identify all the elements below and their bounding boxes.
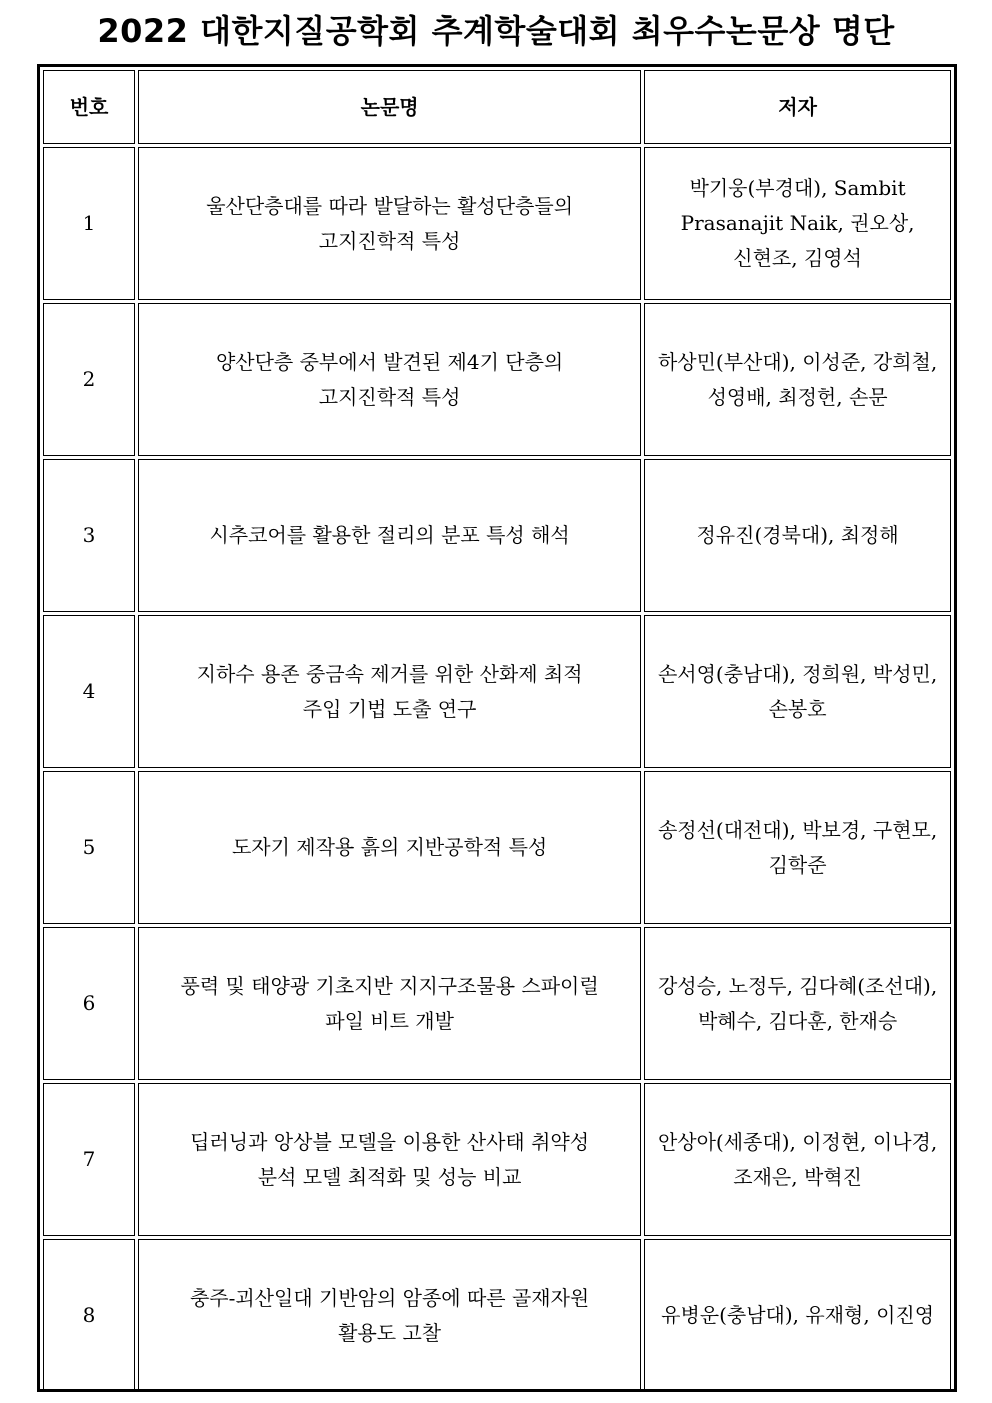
- header-number: 번호: [43, 70, 135, 144]
- row-number: 6: [43, 927, 135, 1080]
- paper-title-line: 풍력 및 태양광 기초지반 지지구조물용 스파이럴: [180, 973, 599, 998]
- header-authors: 저자: [644, 70, 951, 144]
- authors-line: 손서영(충남대), 정희원, 박성민,: [657, 661, 938, 686]
- table-row: [43, 927, 951, 1080]
- authors-cell: [644, 615, 951, 768]
- authors-line: 박혜수, 김다훈, 한재승: [697, 1008, 898, 1033]
- authors-line: 김학준: [768, 852, 827, 877]
- table-header-row: [43, 70, 951, 144]
- authors-line: Prasanajit Naik, 권오상,: [680, 211, 915, 235]
- authors-cell: [644, 927, 951, 1080]
- paper-title-line: 울산단층대를 따라 발달하는 활성단층들의: [206, 193, 574, 218]
- paper-title-line: 도자기 제작용 흙의 지반공학적 특성: [231, 835, 548, 859]
- page-title: 2022 대한지질공학회 추계학술대회 최우수논문상 명단: [97, 12, 895, 50]
- paper-title-line: 지하수 용존 중금속 제거를 위한 산화제 최적: [196, 661, 583, 686]
- authors-cell: [644, 771, 951, 924]
- authors-line: 신현조, 김영석: [733, 246, 862, 270]
- table-row: [43, 771, 951, 924]
- row-number: 5: [43, 771, 135, 924]
- row-number: 7: [43, 1083, 135, 1236]
- awards-table-frame: [37, 64, 957, 1392]
- paper-title-line: 활용도 고찰: [338, 1320, 442, 1345]
- paper-title-line: 분석 모델 최적화 및 성능 비교: [257, 1164, 522, 1189]
- table-row: [43, 459, 951, 612]
- paper-title-cell: [138, 771, 641, 924]
- paper-title-cell: [138, 303, 641, 456]
- authors-line: 강성승, 노정두, 김다혜(조선대),: [657, 973, 938, 998]
- table-row: [43, 1083, 951, 1236]
- paper-title-line: 양산단층 중부에서 발견된 제4기 단층의: [215, 349, 564, 374]
- row-number: 3: [43, 459, 135, 612]
- table-body: [43, 147, 951, 1392]
- paper-title-cell: [138, 1239, 641, 1392]
- authors-cell: [644, 1239, 951, 1392]
- paper-title-line: 충주-괴산일대 기반암의 암종에 따른 골재자원: [189, 1285, 590, 1310]
- paper-title-line: 딥러닝과 앙상블 모델을 이용한 산사태 취약성: [190, 1129, 590, 1154]
- authors-cell: [644, 303, 951, 456]
- row-number: 8: [43, 1239, 135, 1392]
- paper-title-cell: [138, 1083, 641, 1236]
- authors-line: 안상아(세종대), 이정현, 이나경,: [657, 1129, 938, 1154]
- authors-line: 박기웅(부경대), Sambit: [689, 176, 906, 200]
- authors-cell: [644, 1083, 951, 1236]
- paper-title-line: 시추코어를 활용한 절리의 분포 특성 해석: [209, 523, 570, 547]
- authors-line: 정유진(경북대), 최정해: [696, 523, 899, 547]
- paper-title-cell: [138, 147, 641, 300]
- paper-title-cell: [138, 459, 641, 612]
- authors-line: 조재은, 박혁진: [733, 1164, 862, 1189]
- paper-title-line: 파일 비트 개발: [325, 1008, 454, 1033]
- row-number: 1: [43, 147, 135, 300]
- table-row: [43, 615, 951, 768]
- authors-line: 손봉호: [768, 696, 827, 721]
- table-row: [43, 1239, 951, 1392]
- paper-title-cell: [138, 927, 641, 1080]
- table-row: [43, 147, 951, 300]
- awards-table: [40, 67, 954, 1395]
- header-paper-title: 논문명: [138, 70, 641, 144]
- paper-title-line: 고지진학적 특성: [318, 228, 461, 253]
- authors-line: 하상민(부산대), 이성준, 강희철,: [657, 349, 938, 374]
- authors-line: 송정선(대전대), 박보경, 구현모,: [657, 817, 938, 842]
- authors-cell: [644, 147, 951, 300]
- authors-line: 유병운(충남대), 유재형, 이진영: [661, 1303, 935, 1327]
- paper-title-line: 주입 기법 도출 연구: [302, 696, 477, 721]
- authors-line: 성영배, 최정헌, 손문: [707, 384, 888, 409]
- row-number: 4: [43, 615, 135, 768]
- paper-title-cell: [138, 615, 641, 768]
- paper-title-line: 고지진학적 특성: [318, 384, 461, 409]
- table-row: [43, 303, 951, 456]
- authors-cell: [644, 459, 951, 612]
- row-number: 2: [43, 303, 135, 456]
